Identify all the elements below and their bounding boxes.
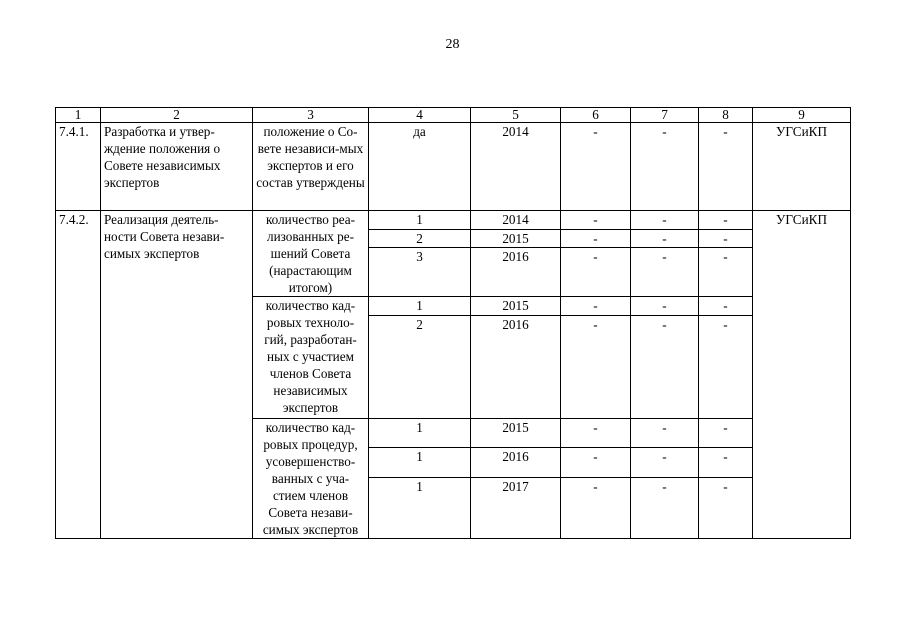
item-code: 7.4.2. (56, 211, 101, 539)
value-col5: 2014 (471, 123, 561, 211)
value-col8: - (699, 478, 753, 539)
value-col4: 1 (369, 478, 471, 539)
responsible-unit: УГСиКП (753, 123, 851, 211)
value-col6: - (561, 230, 631, 248)
page-number: 28 (445, 37, 460, 52)
header-cell: 8 (699, 108, 753, 123)
value-col5: 2016 (471, 448, 561, 478)
table-header-row (56, 108, 851, 123)
indicator-text: количество реа-лизованных ре-шений Совета (нарастающим итогом) (253, 211, 369, 297)
value-col4: 1 (369, 448, 471, 478)
value-col5: 2014 (471, 211, 561, 230)
value-col8: - (699, 123, 753, 211)
value-col8: - (699, 448, 753, 478)
value-col7: - (631, 478, 699, 539)
header-cell: 7 (631, 108, 699, 123)
header-cell: 1 (56, 108, 101, 123)
value-col4: 2 (369, 230, 471, 248)
value-col8: - (699, 419, 753, 448)
value-col8: - (699, 297, 753, 316)
indicator-text: положение о Со-вете независи-мых экспертов и его состав утверждены (253, 123, 369, 211)
value-col5: 2015 (471, 419, 561, 448)
value-col8: - (699, 248, 753, 297)
value-col4: да (369, 123, 471, 211)
value-col7: - (631, 248, 699, 297)
value-col7: - (631, 230, 699, 248)
value-col7: - (631, 297, 699, 316)
value-col4: 2 (369, 316, 471, 419)
value-col4: 1 (369, 211, 471, 230)
header-cell: 4 (369, 108, 471, 123)
value-col6: - (561, 248, 631, 297)
item-description: Разработка и утвер-ждение положения о Совете независимых экспертов (101, 123, 253, 211)
table-row-7-4-1 (56, 123, 851, 211)
value-col6: - (561, 448, 631, 478)
value-col4: 3 (369, 248, 471, 297)
header-cell: 3 (253, 108, 369, 123)
item-code: 7.4.1. (56, 123, 101, 211)
indicator-text: количество кад-ровых техноло-гий, разработан-ных с участием членов Совета независимых экспертов (253, 297, 369, 419)
value-col8: - (699, 230, 753, 248)
value-col7: - (631, 123, 699, 211)
value-col7: - (631, 316, 699, 419)
value-col5: 2016 (471, 248, 561, 297)
header-cell: 6 (561, 108, 631, 123)
value-col4: 1 (369, 297, 471, 316)
value-col5: 2015 (471, 297, 561, 316)
value-col5: 2015 (471, 230, 561, 248)
value-col4: 1 (369, 419, 471, 448)
item-description: Реализация деятель-ности Совета незави-симых экспертов (101, 211, 253, 539)
activity-table (55, 107, 851, 539)
value-col6: - (561, 123, 631, 211)
value-col5: 2016 (471, 316, 561, 419)
value-col6: - (561, 419, 631, 448)
value-col8: - (699, 211, 753, 230)
responsible-unit: УГСиКП (753, 211, 851, 539)
value-col6: - (561, 478, 631, 539)
header-cell: 2 (101, 108, 253, 123)
value-col8: - (699, 316, 753, 419)
value-col6: - (561, 297, 631, 316)
table-row-7-4-2 (56, 211, 851, 230)
value-col7: - (631, 211, 699, 230)
value-col6: - (561, 316, 631, 419)
indicator-text: количество кад-ровых процедур, усовершенство-ванных с уча-стием членов Совета незави-симых экспертов (253, 419, 369, 539)
value-col6: - (561, 211, 631, 230)
value-col5: 2017 (471, 478, 561, 539)
value-col7: - (631, 419, 699, 448)
header-cell: 5 (471, 108, 561, 123)
header-cell: 9 (753, 108, 851, 123)
value-col7: - (631, 448, 699, 478)
